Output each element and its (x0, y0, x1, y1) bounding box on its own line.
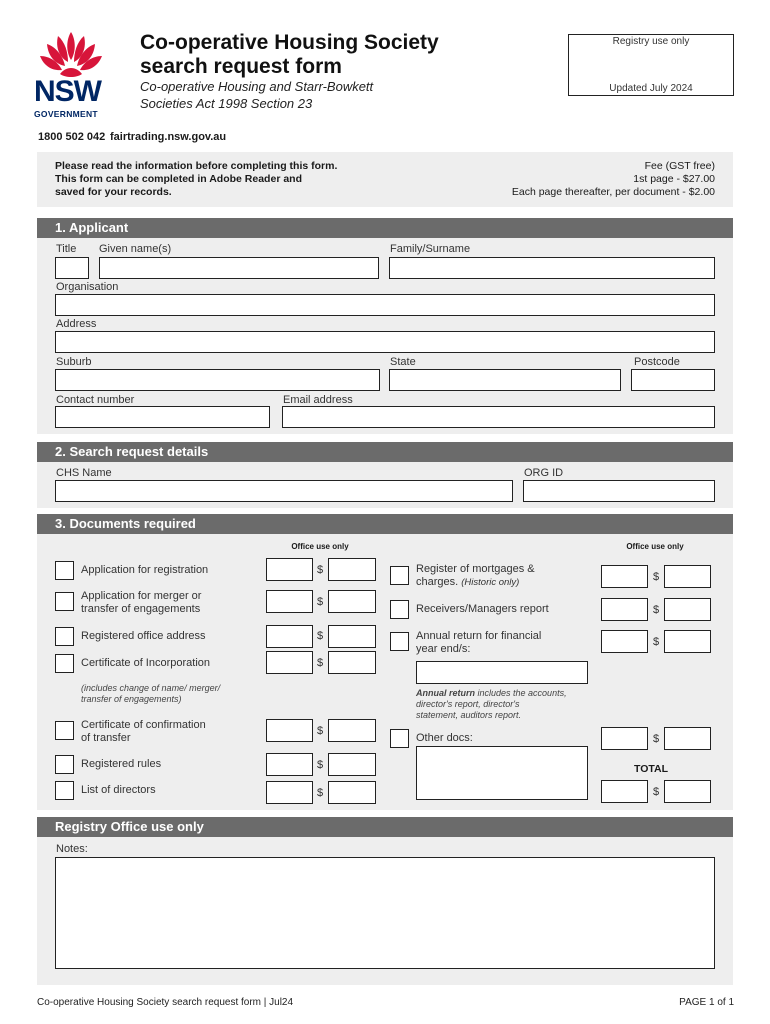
doc-checkbox[interactable] (390, 632, 409, 651)
doc-checkbox[interactable] (390, 566, 409, 585)
incorporation-note-line1: (includes change of name/ merger/ (81, 683, 221, 693)
office-count-input[interactable] (266, 625, 313, 648)
state-label: State (390, 356, 416, 368)
info-line3: saved for your records. (55, 186, 172, 198)
doc-checkbox[interactable] (55, 721, 74, 740)
doc-label (416, 630, 541, 656)
annual-return-note-rest: includes the accounts, (475, 688, 567, 698)
annual-return-note-bold: Annual return (416, 688, 476, 698)
office-count-input[interactable] (266, 651, 313, 674)
office-amount-input[interactable] (664, 630, 711, 653)
office-count-input[interactable] (266, 590, 313, 613)
office-amount-input[interactable] (328, 625, 376, 648)
info-line2: This form can be completed in Adobe Reader and (55, 173, 302, 185)
doc-checkbox[interactable] (55, 654, 74, 673)
office-count-input[interactable] (601, 565, 648, 588)
doc-checkbox[interactable] (390, 600, 409, 619)
title-input[interactable] (55, 257, 89, 279)
doc-label-line2: year end/s: (416, 643, 471, 655)
registry-use-label: Registry use only (612, 36, 690, 47)
office-use-label-left: Office use only (291, 542, 349, 551)
office-count-input[interactable] (601, 598, 648, 621)
annual-return-note-line3: statement, auditors report. (416, 710, 522, 720)
office-count-input[interactable] (601, 630, 648, 653)
doc-checkbox[interactable] (55, 781, 74, 800)
annual-return-note-line2: director's report, director's (416, 699, 520, 709)
form-title-line1: Co-operative Housing Society (140, 31, 439, 54)
office-count-input[interactable] (266, 558, 313, 581)
office-amount-input[interactable] (664, 565, 711, 588)
state-input[interactable] (389, 369, 621, 391)
dollar-sign: $ (317, 630, 324, 642)
family-name-input[interactable] (389, 257, 715, 279)
doc-label-line1: Certificate of confirmation (81, 719, 206, 731)
title-label: Title (56, 243, 77, 255)
contact-number-input[interactable] (55, 406, 270, 428)
chs-name-input[interactable] (55, 480, 513, 502)
applicant-heading: 1. Applicant (37, 218, 733, 238)
doc-label: Other docs: (416, 732, 473, 744)
email-input[interactable] (282, 406, 715, 428)
office-amount-input[interactable] (328, 781, 376, 804)
logo-brand: NSW (34, 75, 101, 108)
office-count-input[interactable] (266, 719, 313, 742)
doc-label: Registered office address (81, 630, 206, 642)
form-title-line2: search request form (140, 55, 342, 78)
doc-checkbox[interactable] (55, 755, 74, 774)
doc-label-line1: Register of mortgages & (416, 563, 535, 575)
form-subtitle-line2: Societies Act 1998 Section 23 (140, 96, 313, 111)
office-amount-input[interactable] (328, 719, 376, 742)
dollar-sign: $ (317, 759, 324, 771)
updated-date: Updated July 2024 (609, 83, 693, 94)
address-label: Address (56, 318, 97, 330)
waratah-icon (38, 30, 104, 80)
family-name-label: Family/Surname (390, 243, 471, 255)
phone-number: 1800 502 042 (38, 131, 106, 143)
office-amount-input[interactable] (328, 590, 376, 613)
doc-checkbox[interactable] (390, 729, 409, 748)
office-count-input[interactable] (601, 727, 648, 750)
registry-use-box (568, 34, 734, 96)
office-count-input[interactable] (266, 781, 313, 804)
email-label: Email address (283, 394, 353, 406)
incorporation-note-line2: transfer of engagements) (81, 694, 182, 704)
notes-label: Notes: (56, 843, 88, 855)
notes-input[interactable] (55, 857, 715, 969)
organisation-label: Organisation (56, 281, 119, 293)
logo-subtitle: GOVERNMENT (34, 109, 98, 119)
info-panel (37, 152, 733, 207)
dollar-sign: $ (653, 786, 660, 798)
doc-checkbox[interactable] (55, 561, 74, 580)
office-use-label-right: Office use only (626, 542, 684, 551)
form-subtitle (140, 78, 373, 112)
org-id-label: ORG ID (524, 467, 564, 479)
office-amount-input[interactable] (664, 727, 711, 750)
website-link[interactable]: fairtrading.nsw.gov.au (110, 131, 227, 143)
fee-title: Fee (GST free) (644, 160, 715, 172)
dollar-sign: $ (317, 596, 324, 608)
registry-heading: Registry Office use only (37, 817, 733, 837)
dollar-sign: $ (317, 564, 324, 576)
doc-checkbox[interactable] (55, 627, 74, 646)
doc-label: Registered rules (81, 758, 162, 770)
doc-label: Certificate of Incorporation (81, 657, 211, 669)
annual-return-note (416, 688, 567, 721)
doc-label-line2 (416, 576, 535, 589)
dollar-sign: $ (653, 604, 660, 616)
total-count-input[interactable] (601, 780, 648, 803)
nsw-government-logo (30, 30, 112, 120)
doc-checkbox[interactable] (55, 592, 74, 611)
doc-label-line2: transfer of engagements (81, 603, 201, 615)
contact-number-label: Contact number (56, 394, 135, 406)
doc-label (416, 563, 535, 589)
doc-label: List of directors (81, 784, 156, 796)
given-name-input[interactable] (99, 257, 379, 279)
office-amount-input[interactable] (328, 651, 376, 674)
dollar-sign: $ (317, 725, 324, 737)
org-id-input[interactable] (523, 480, 715, 502)
suburb-input[interactable] (55, 369, 380, 391)
doc-label: Receivers/Managers report (416, 603, 549, 615)
fee-first-page: 1st page - $27.00 (633, 173, 715, 185)
dollar-sign: $ (653, 571, 660, 583)
historic-note: (Historic only) (461, 577, 520, 588)
doc-label-line2: of transfer (81, 732, 131, 744)
office-amount-input[interactable] (328, 558, 376, 581)
financial-year-input[interactable] (416, 661, 588, 684)
fee-each-page: Each page thereafter, per document - $2.00 (511, 186, 715, 198)
given-name-label: Given name(s) (99, 243, 172, 255)
annual-return-note-line1 (416, 688, 567, 699)
dollar-sign: $ (317, 657, 324, 669)
dollar-sign: $ (653, 636, 660, 648)
fee-text (512, 160, 715, 199)
postcode-label: Postcode (634, 356, 680, 368)
organisation-input[interactable] (55, 294, 715, 316)
info-line1: Please read the information before completing this form. (55, 160, 338, 172)
doc-label (81, 719, 206, 745)
dollar-sign: $ (317, 787, 324, 799)
office-amount-input[interactable] (664, 598, 711, 621)
doc-label: Application for registration (81, 564, 209, 576)
total-amount-input[interactable] (664, 780, 711, 803)
office-count-input[interactable] (266, 753, 313, 776)
dollar-sign: $ (653, 733, 660, 745)
chs-name-label: CHS Name (56, 467, 112, 479)
postcode-input[interactable] (631, 369, 715, 391)
info-text (55, 160, 337, 199)
doc-label (81, 590, 201, 616)
doc-label-line1: Application for merger or (81, 590, 202, 602)
form-title (140, 31, 439, 79)
office-amount-input[interactable] (328, 753, 376, 776)
documents-heading: 3. Documents required (37, 514, 733, 534)
other-docs-input[interactable] (416, 746, 588, 800)
doc-label-line1: Annual return for financial (416, 630, 542, 642)
search-heading: 2. Search request details (37, 442, 733, 462)
address-input[interactable] (55, 331, 715, 353)
form-subtitle-line1: Co-operative Housing and Starr-Bowkett (140, 79, 374, 94)
doc-label-line2-text: charges. (416, 576, 459, 588)
footer-page-number: PAGE 1 of 1 (679, 997, 734, 1008)
incorporation-note (81, 683, 220, 705)
suburb-label: Suburb (56, 356, 92, 368)
footer-title: Co-operative Housing Society search request form | Jul24 (37, 997, 294, 1008)
total-label: TOTAL (634, 763, 669, 775)
